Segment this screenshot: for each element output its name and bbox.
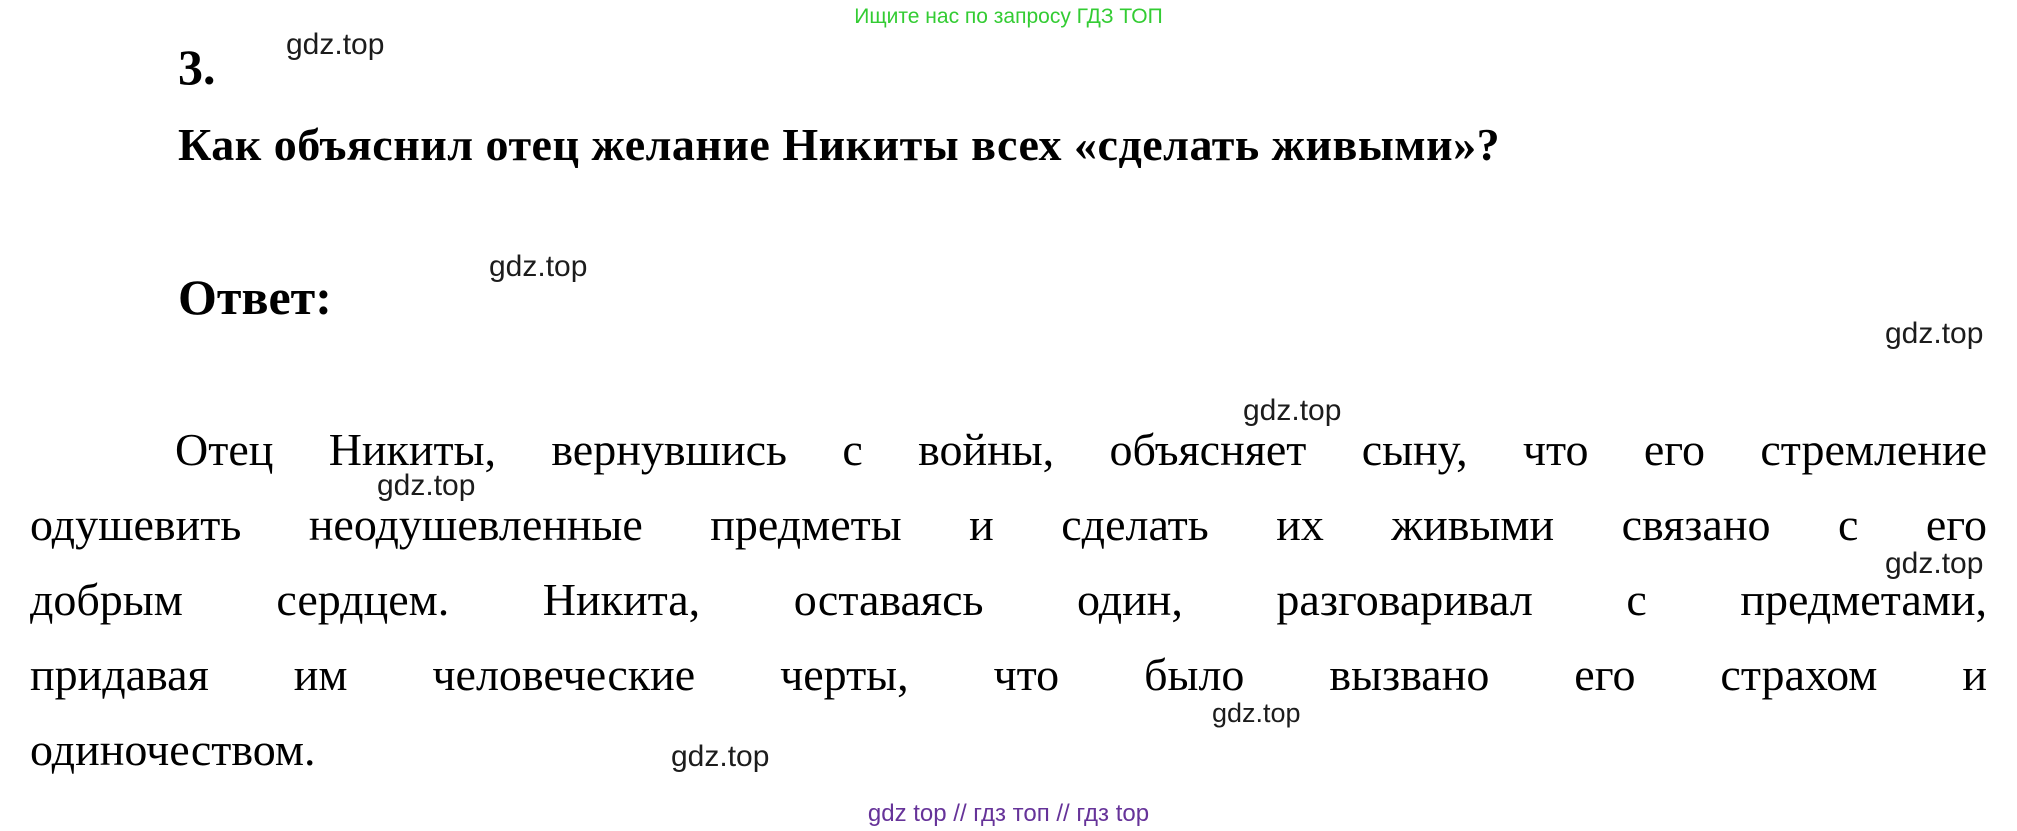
question-number: 3. xyxy=(178,39,216,95)
watermark: gdz.top xyxy=(671,740,770,773)
watermark: gdz.top xyxy=(489,250,588,283)
watermark: gdz.top xyxy=(1243,394,1342,427)
watermark: gdz.top xyxy=(1212,698,1301,728)
answer-line: придавая им человеческие черты, что было вызвано его страхом и xyxy=(30,649,1987,700)
watermark: gdz.top xyxy=(377,469,476,502)
question-title: Как объяснил отец желание Никиты всех «сделать живыми»? xyxy=(178,119,1501,170)
watermark: gdz.top xyxy=(286,28,385,61)
watermark: gdz.top xyxy=(1885,547,1984,580)
answer-line: одушевить неодушевленные предметы и сделать их живыми связано с его xyxy=(30,499,1987,550)
footer-branding: gdz top // гдз топ // гдз top xyxy=(867,800,1150,827)
answer-label: Ответ: xyxy=(178,269,332,325)
site-search-banner: Ищите нас по запросу ГДЗ ТОП xyxy=(854,5,1163,28)
answer-paragraph xyxy=(30,412,1987,787)
answer-line: Отец Никиты, вернувшись с войны, объясняет сыну, что его стремление xyxy=(175,424,1987,475)
answer-line: добрым сердцем. Никита, оставаясь один, разговаривал с предметами, xyxy=(30,574,1987,625)
answer-line: одиночеством. xyxy=(30,724,316,775)
watermark: gdz.top xyxy=(1885,317,1984,350)
